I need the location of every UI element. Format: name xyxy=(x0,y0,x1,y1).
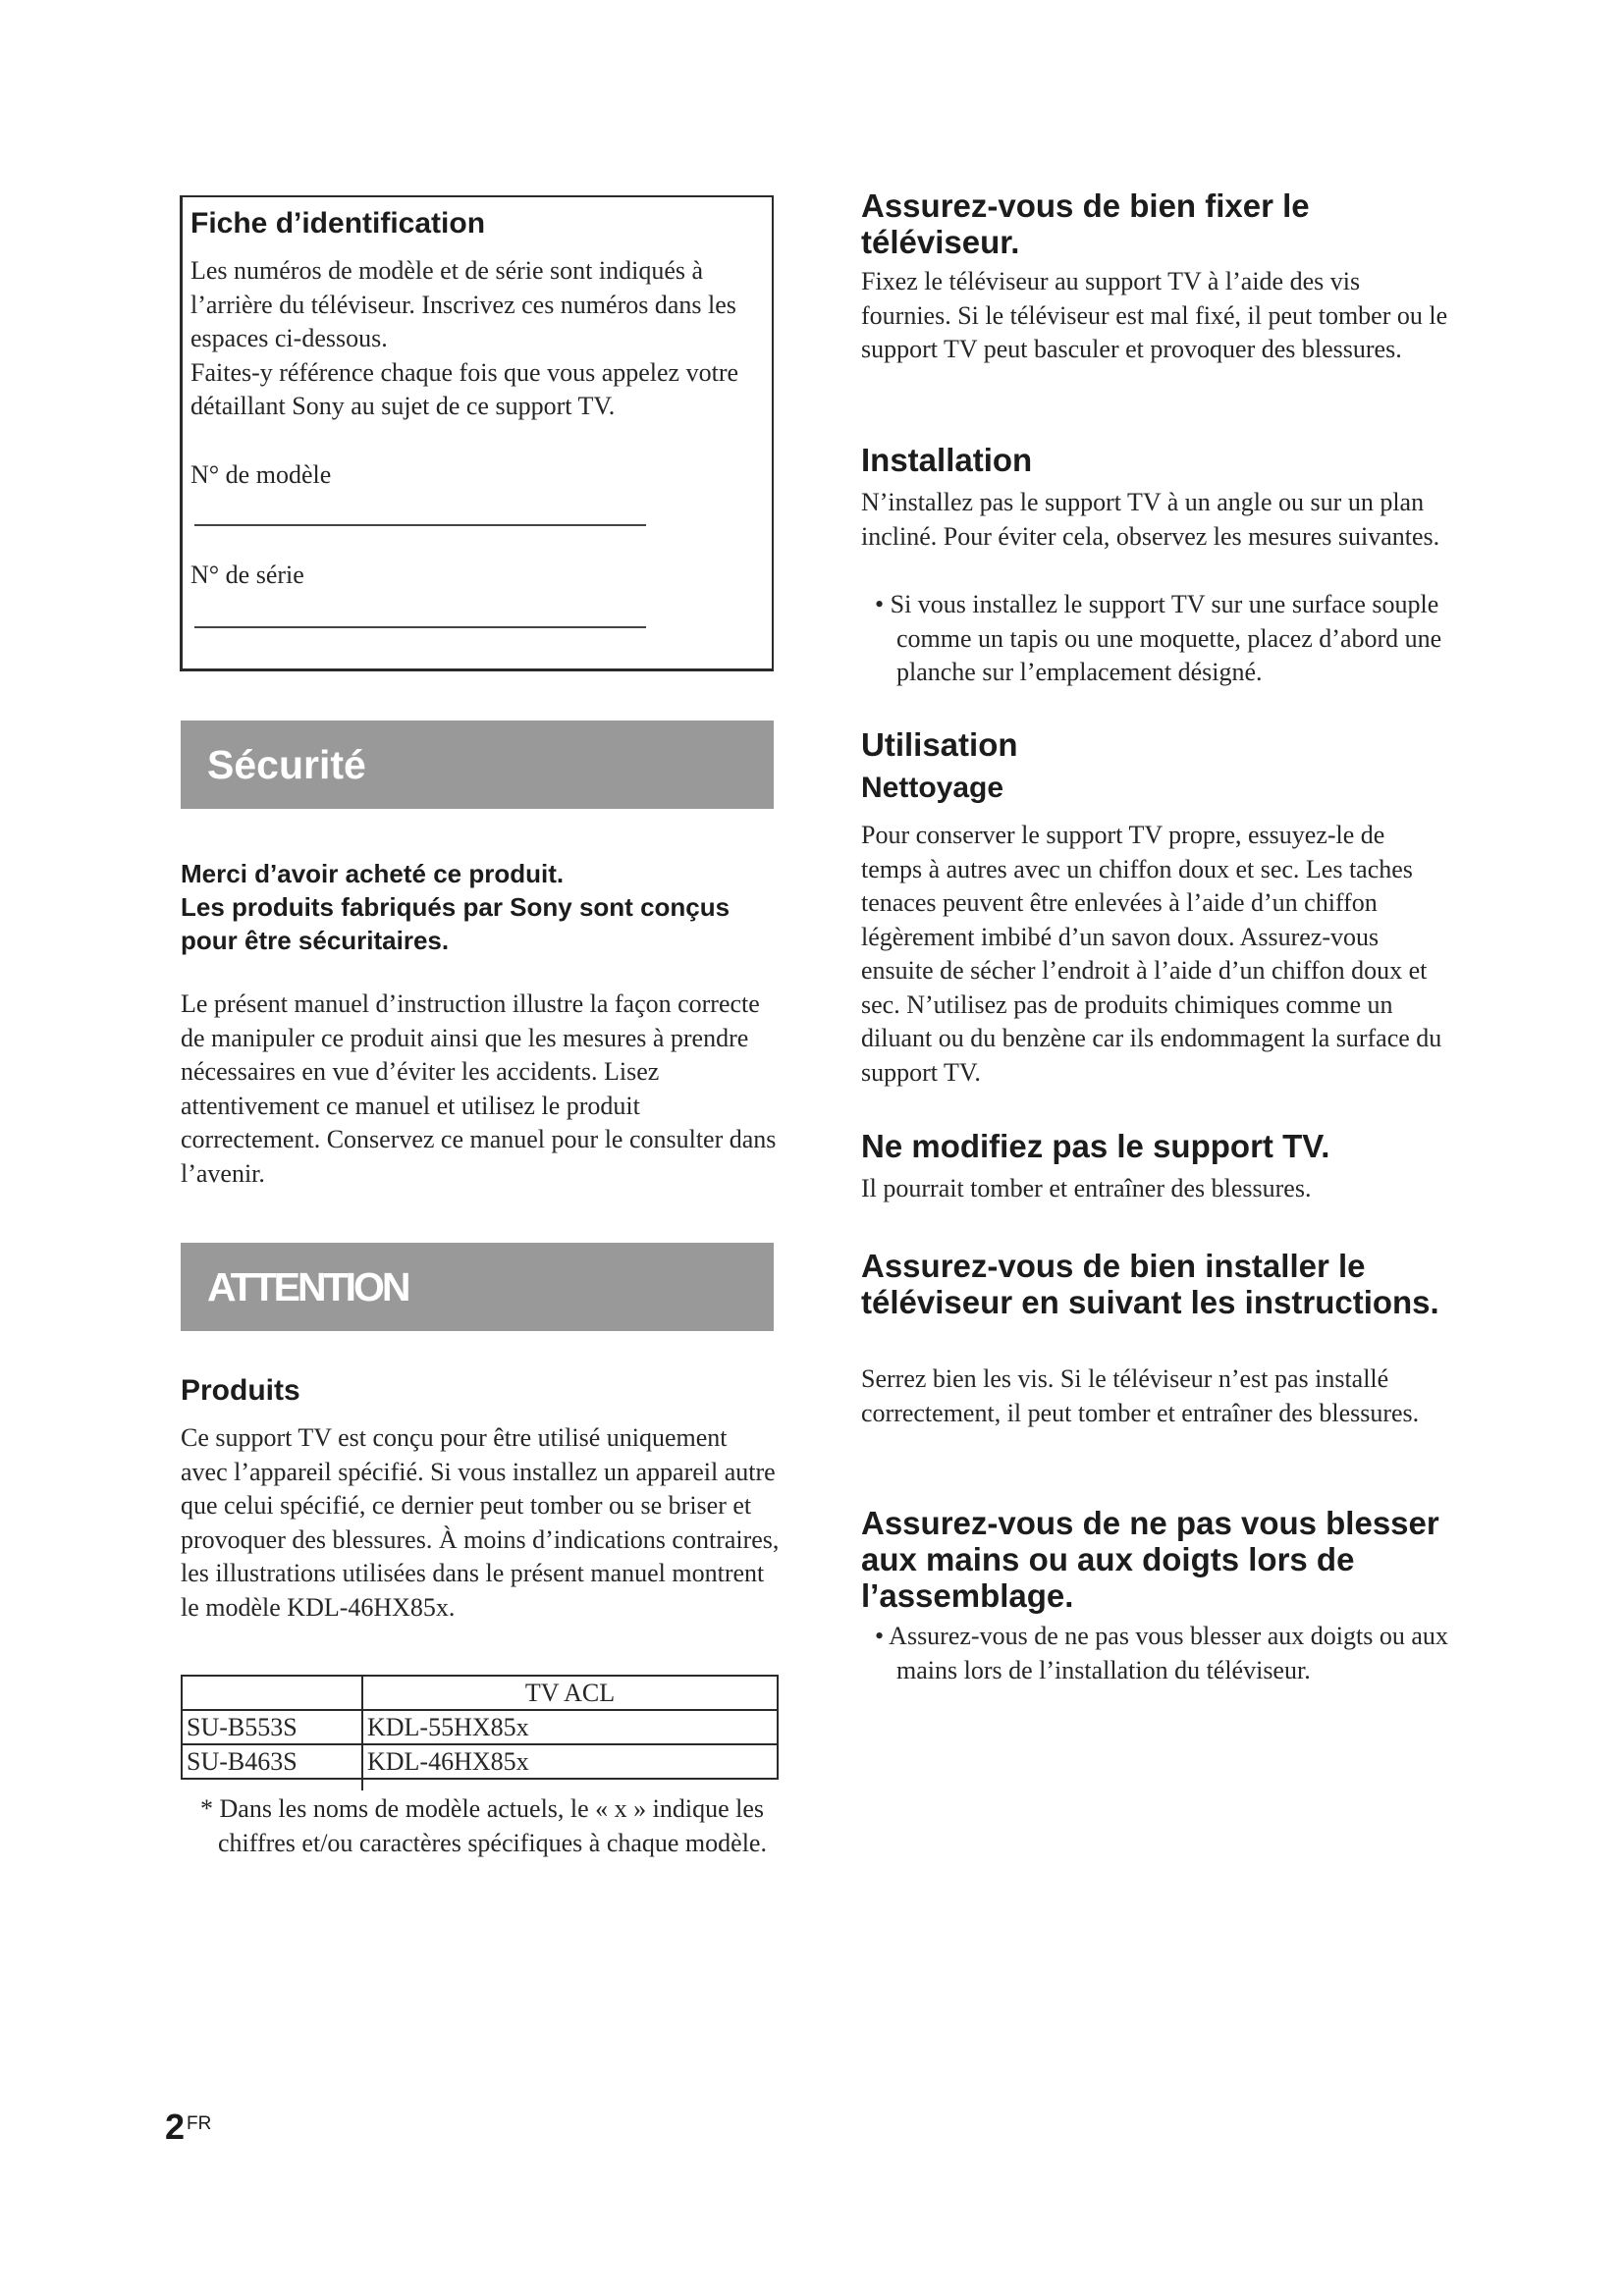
page-language: FR xyxy=(187,2113,212,2134)
injury-bullet: • Assurez-vous de ne pas vous blesser aux doigts ou aux mains lors de l’installation du téléviseur. xyxy=(875,1622,1448,1684)
table-header-tv: TV ACL xyxy=(363,1676,778,1710)
thank-you-line: Merci d’avoir acheté ce produit. xyxy=(181,859,565,888)
installation-paragraph: N’installez pas le support TV à un angle ou sur un plan incliné. Pour éviter cela, observez les mesures suivantes. xyxy=(861,488,1440,551)
fixer-paragraph: Fixez le téléviseur au support TV à l’aide des vis fournies. Si le téléviseur est mal fixé, il peut tomber ou le support TV peut basculer et provoquer des blessures. xyxy=(861,267,1448,363)
injury-heading: Assurez-vous de ne pas vous blesser aux mains ou aux doigts lors de l’assemblage. xyxy=(861,1505,1439,1614)
install-instructions-heading: Assurez-vous de bien installer le téléviseur en suivant les instructions. xyxy=(861,1248,1439,1320)
model-number-label: N° de modèle xyxy=(190,460,332,489)
table-row xyxy=(182,1710,778,1744)
nettoyage-paragraph: Pour conserver le support TV propre, essuyez-le de temps à autres avec un chiffon doux et sec. Les taches tenaces peuvent être enlevées à l’aide d’un chiffon légèrement imbibé d’un savon doux. Assurez-vous ensuite de sécher l’endroit à l’aide d’un chiffon doux et sec. N’utilisez pas de produits chimiques comme un diluant ou du benzène car ils endommagent la surface du support TV. xyxy=(861,821,1442,1087)
securite-banner xyxy=(181,721,774,809)
table-header-empty xyxy=(182,1676,363,1710)
identification-box xyxy=(180,195,774,671)
page-number xyxy=(165,2107,211,2148)
serial-number-line xyxy=(194,626,646,628)
identification-paragraph-2: Faites-y référence chaque fois que vous appelez votre détaillant Sony au sujet de ce support TV. xyxy=(190,357,739,420)
installation-heading: Installation xyxy=(861,442,1033,478)
model-table xyxy=(181,1675,779,1780)
modification-paragraph: Il pourrait tomber et entraîner des blessures. xyxy=(861,1174,1312,1202)
table-cell-stand: SU-B553S xyxy=(182,1710,363,1744)
modification-heading: Ne modifiez pas le support TV. xyxy=(861,1128,1330,1164)
table-column-divider xyxy=(361,1675,363,1790)
footnote: * Dans les noms de modèle actuels, le « x » indique les chiffres et/ou caractères spécifiques à chaque modèle. xyxy=(200,1794,767,1857)
identification-paragraph: Les numéros de modèle et de série sont indiqués à l’arrière du téléviseur. Inscrivez ces numéros dans les espaces ci-dessous. xyxy=(190,256,736,352)
identification-text xyxy=(190,254,765,424)
table-cell-tv: KDL-46HX85x xyxy=(363,1744,778,1779)
thank-you-heading xyxy=(181,857,789,957)
page-number-value: 2 xyxy=(165,2107,186,2147)
nettoyage-subheading: Nettoyage xyxy=(861,772,1004,804)
table-row xyxy=(182,1744,778,1779)
produits-heading: Produits xyxy=(181,1374,300,1407)
install-instructions-paragraph: Serrez bien les vis. Si le téléviseur n’est pas installé correctement, il peut tomber et entraîner des blessures. xyxy=(861,1364,1420,1427)
table-header-row xyxy=(182,1676,778,1710)
serial-number-label: N° de série xyxy=(190,561,304,589)
attention-banner xyxy=(181,1243,774,1331)
produits-paragraph: Ce support TV est conçu pour être utilisé uniquement avec l’appareil spécifié. Si vous installez un appareil autre que celui spécifié, ce dernier peut tomber ou se briser et provoquer des blessures. À moins d’indications contraires, les illustrations utilisées dans le présent manuel montrent le modèle KDL-46HX85x. xyxy=(181,1423,780,1622)
securite-banner-title: Sécurité xyxy=(207,742,366,787)
table-cell-stand: SU-B463S xyxy=(182,1744,363,1779)
utilisation-heading: Utilisation xyxy=(861,726,1018,763)
thank-you-line-2: Les produits fabriqués par Sony sont conçus pour être sécuritaires. xyxy=(181,892,731,955)
intro-paragraph: Le présent manuel d’instruction illustre la façon correcte de manipuler ce produit ainsi que les mesures à prendre nécessaires en vue d’éviter les accidents. Lisez attentivement ce manuel et utilisez le produit correctement. Conservez ce manuel pour le consulter dans l’avenir. xyxy=(181,989,777,1188)
fixer-heading: Assurez-vous de bien fixer le téléviseur. xyxy=(861,187,1310,260)
model-number-line xyxy=(194,524,646,526)
identification-title: Fiche d’identification xyxy=(190,207,486,240)
attention-banner-title: ATTENTION xyxy=(207,1264,408,1309)
installation-bullet: • Si vous installez le support TV sur une surface souple comme un tapis ou une moquette, placez d’abord une planche sur l’emplacement désigné. xyxy=(875,590,1442,686)
table-cell-tv: KDL-55HX85x xyxy=(363,1710,778,1744)
